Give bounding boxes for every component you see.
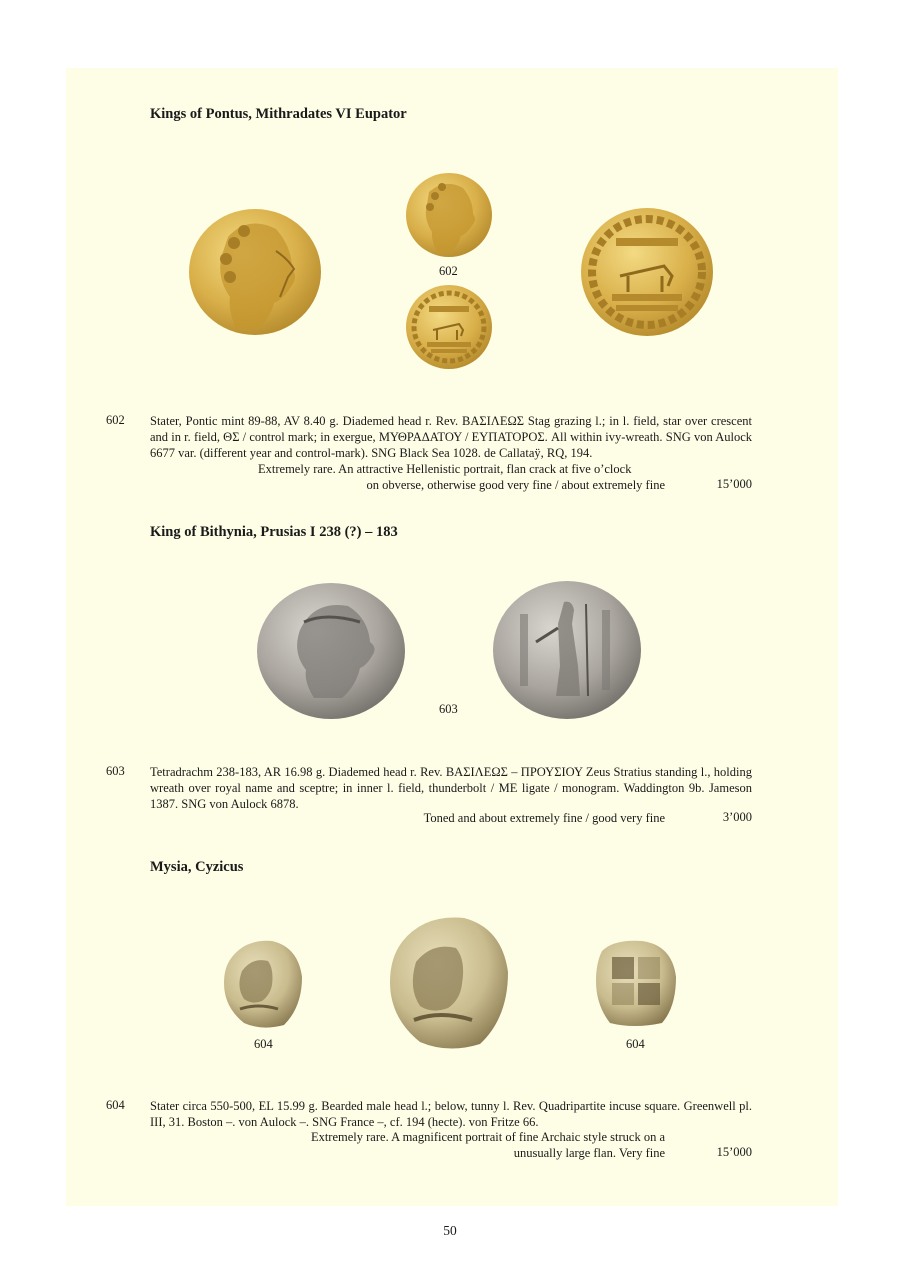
coin-602-reverse [405, 284, 493, 370]
coin-label-604-left: 604 [254, 1037, 273, 1051]
lot-remark-603: Toned and about extremely fine / good very fine [423, 811, 665, 825]
lot-remark-602-line1: Extremely rare. An attractive Hellenistic portrait, flan crack at five o’clock [258, 462, 632, 476]
coin-602-obverse [405, 172, 493, 258]
lot-description-603: Tetradrachm 238-183, AR 16.98 g. Diademed head r. Rev. ΒΑΣΙΛΕΩΣ – ΠΡΟΥΣΙΟΥ Zeus Stratius standing l., holding wreath over royal name and sceptre; in inner l. field, thunderbolt / ME ligate / monogram. Waddington 9b. Jameson 1387. SNG von Aulock 6878. [150, 765, 752, 811]
lot-description-604: Stater circa 550-500, EL 15.99 g. Bearded male head l.; below, tunny l. Rev. Quadripartite incuse square. Greenwell pl. III, 31. Boston –. von Aulock –. SNG France –, cf. 194 (hecte). von Fritze 66. [150, 1099, 752, 1129]
section-heading-pontus: Kings of Pontus, Mithradates VI Eupator [150, 106, 407, 122]
lot-number-602: 602 [106, 413, 125, 427]
lot-number-604: 604 [106, 1098, 125, 1112]
section-heading-bithynia: King of Bithynia, Prusias I 238 (?) – 183 [150, 524, 398, 540]
coin-604-obverse [222, 937, 304, 1031]
lot-remark-604-line2: unusually large flan. Very fine [513, 1146, 665, 1160]
coin-602-reverse-enlarged [580, 206, 714, 338]
coin-602-obverse-enlarged [188, 207, 322, 337]
coin-603-reverse [492, 580, 642, 720]
coin-604-obverse-enlarged [388, 912, 510, 1054]
coin-603-obverse [256, 582, 406, 720]
lot-description-602: Stater, Pontic mint 89-88, AV 8.40 g. Diademed head r. Rev. ΒΑΣΙΛΕΩΣ Stag grazing l.; in l. field, star over crescent and in r. field, ΘΣ / control mark; in exergue, ΜΥΘΡΑΔΑΤΟΥ / ΕΥΠΑΤΟΡΟΣ. All within ivy-wreath. SNG von Aulock 6677 var. (different year and control-mark). SNG Black Sea 1028. de Callataÿ, RQ, 194. [150, 414, 752, 460]
lot-price-604: 15’000 [716, 1145, 752, 1159]
lot-price-602: 15’000 [716, 477, 752, 491]
coin-label-602: 602 [439, 264, 458, 278]
lot-price-603: 3’000 [722, 810, 752, 824]
lot-remark-602-line2: on obverse, otherwise good very fine / about extremely fine [366, 478, 665, 492]
lot-remark-604-line1: Extremely rare. A magnificent portrait of fine Archaic style struck on a [310, 1130, 665, 1144]
page-number: 50 [443, 1223, 457, 1238]
coin-label-604-right: 604 [626, 1037, 645, 1051]
coin-label-603: 603 [439, 702, 458, 716]
coin-604-reverse [594, 937, 678, 1029]
section-heading-cyzicus: Mysia, Cyzicus [150, 859, 244, 875]
lot-number-603: 603 [106, 764, 125, 778]
